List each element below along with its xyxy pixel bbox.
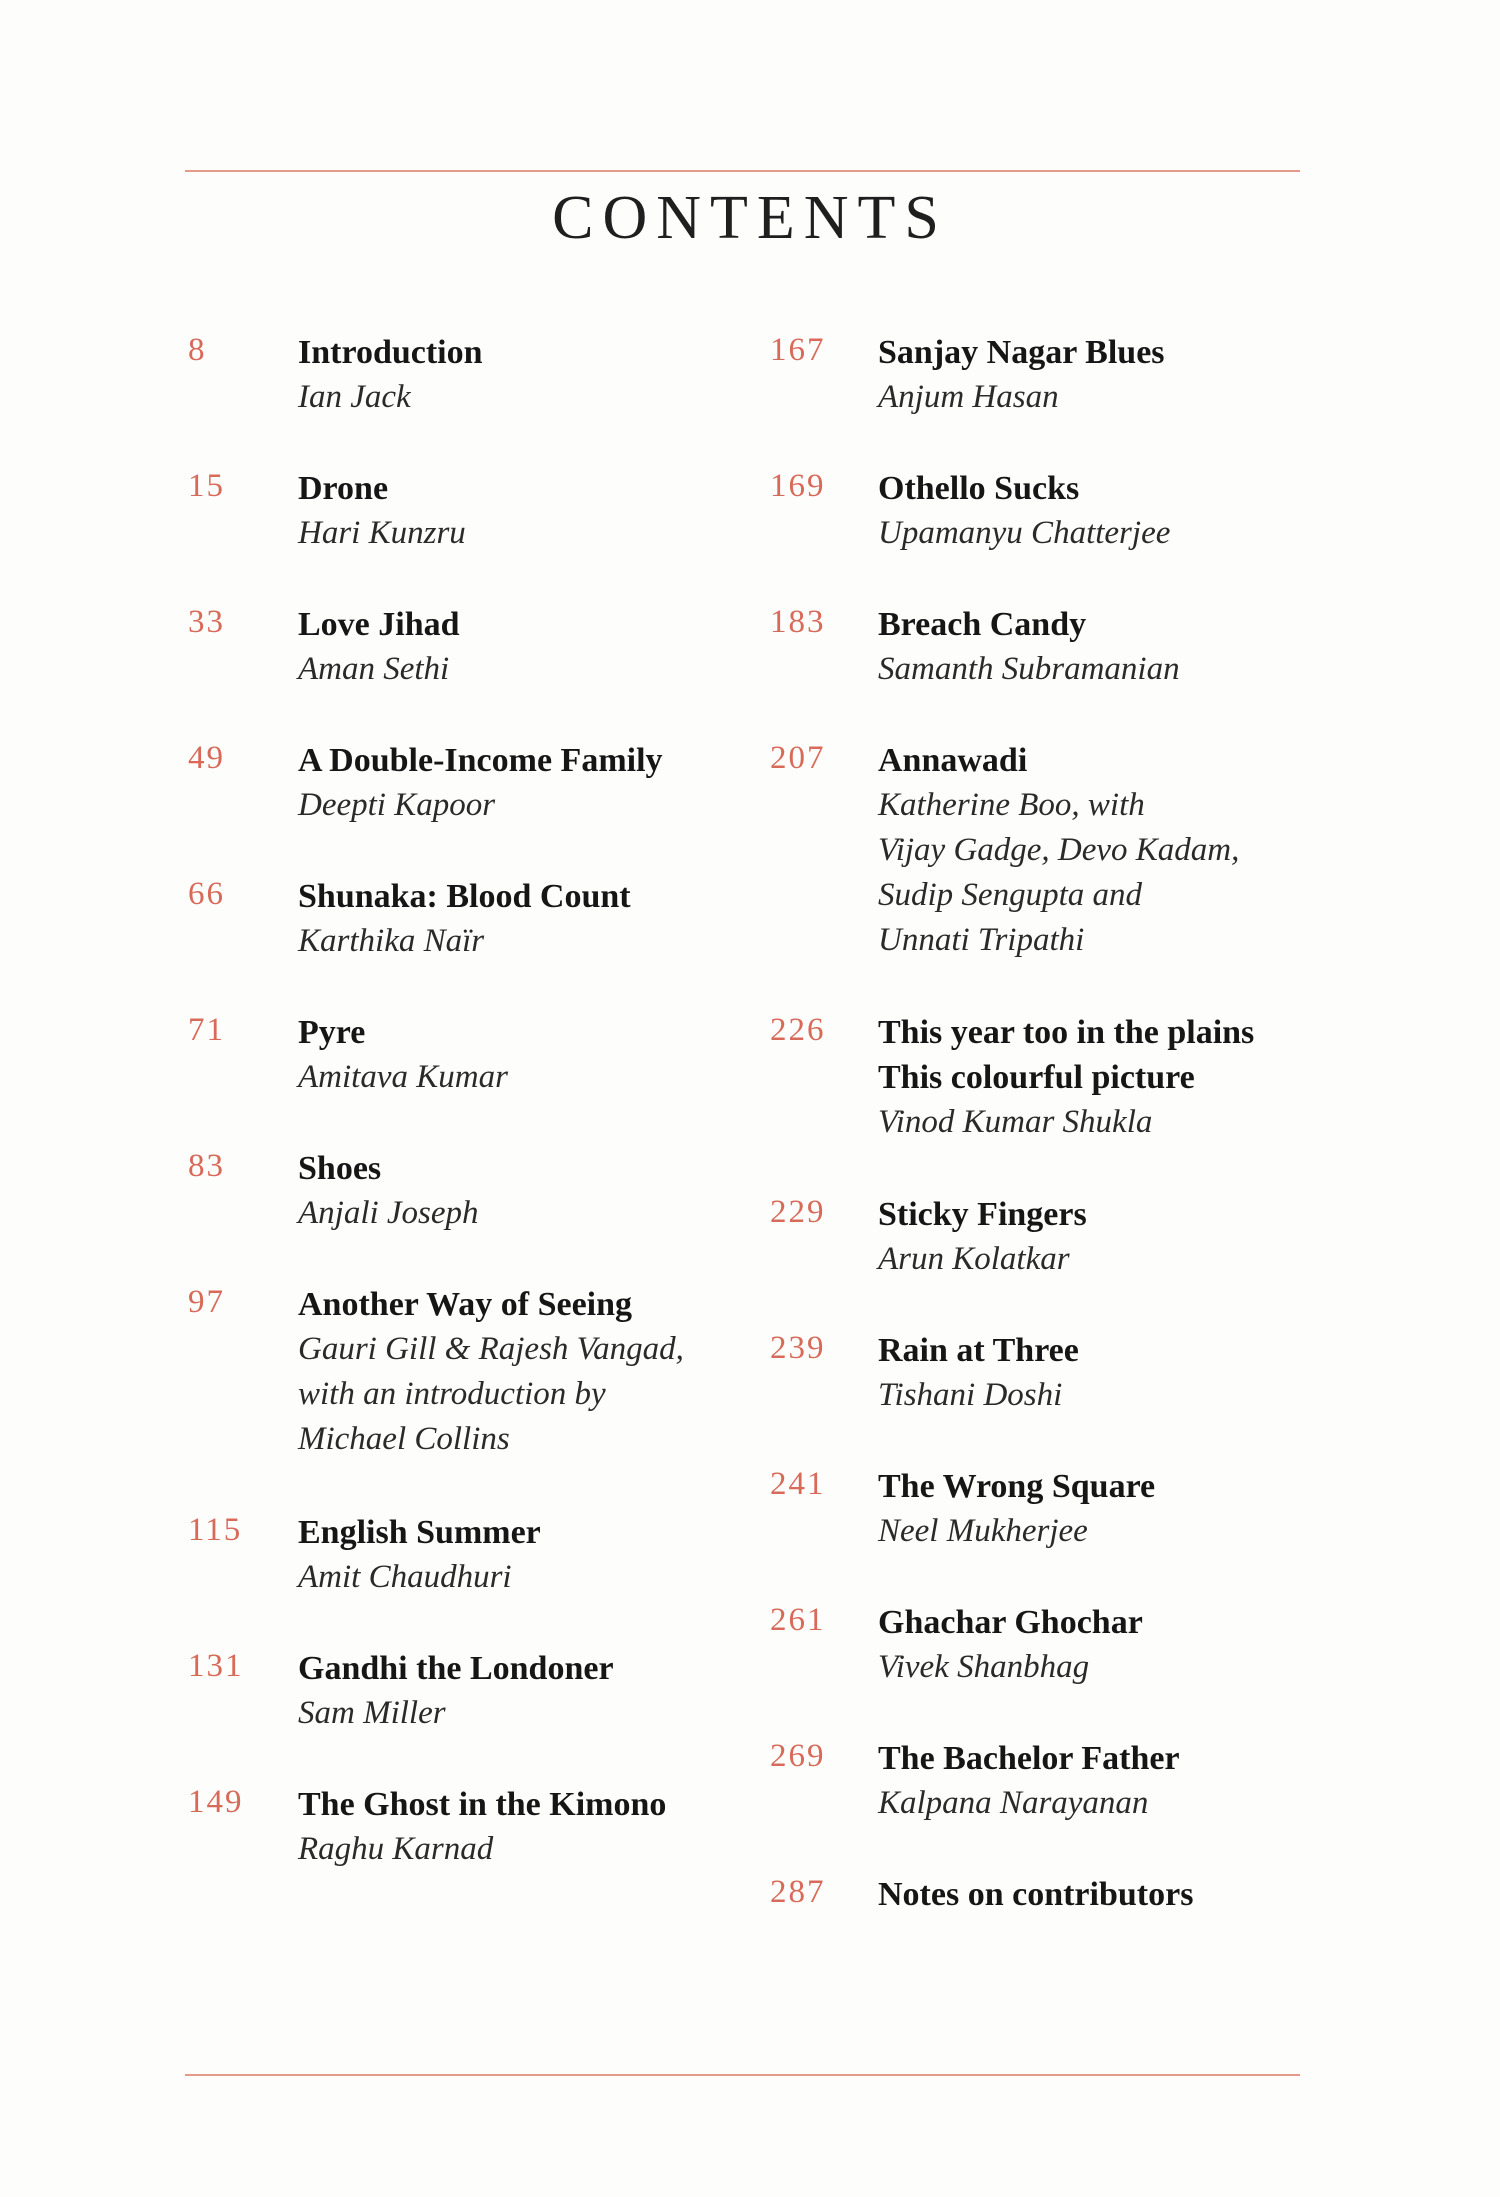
entry-author: Unnati Tripathi [878,922,1085,958]
entry-title: The Wrong Square [878,1468,1156,1505]
page-number: 8 [188,332,207,368]
entry-author: Neel Mukherjee [878,1513,1088,1549]
page-number: 169 [770,468,826,504]
page-number: 71 [188,1012,225,1048]
page-number: 207 [770,740,826,776]
entry-title: English Summer [298,1514,541,1551]
entry-text [298,602,460,692]
entry-author: Deepti Kapoor [298,787,496,823]
entry-title: Drone [298,470,389,507]
top-rule [185,170,1300,172]
entry-author: Ian Jack [298,379,411,415]
page-number: 167 [770,332,826,368]
entry-title: Sticky Fingers [878,1196,1087,1233]
page-number: 269 [770,1738,826,1774]
entry-text [298,1646,614,1736]
bottom-rule [185,2074,1300,2076]
page-number: 261 [770,1602,826,1638]
page-number: 15 [188,468,225,504]
entry-title: Breach Candy [878,606,1087,643]
entry-title-line-2: This colourful picture [878,1059,1195,1096]
page-number: 66 [188,876,225,912]
entry-text [298,1510,541,1600]
entry-text [878,466,1170,556]
entry-title: Pyre [298,1014,366,1051]
entry-text [298,1010,508,1100]
page-number: 83 [188,1148,225,1184]
entry-title: Ghachar Ghochar [878,1604,1143,1641]
entry-author: Amit Chaudhuri [298,1559,512,1595]
entry-author: with an introduction by [298,1376,606,1412]
entry-author: Vinod Kumar Shukla [878,1104,1153,1140]
entry-title: A Double-Income Family [298,742,663,779]
entry-text [878,1872,1193,1917]
entry-text [298,1782,666,1872]
entry-title: The Bachelor Father [878,1740,1180,1777]
entry-text [878,738,1239,963]
page-number: 239 [770,1330,826,1366]
entry-text [878,1192,1087,1282]
page-number: 287 [770,1874,826,1910]
page-number: 226 [770,1012,826,1048]
page-number: 183 [770,604,826,640]
entry-author: Anjum Hasan [878,379,1059,415]
entry-title: Shunaka: Blood Count [298,878,631,915]
entry-author: Gauri Gill & Rajesh Vangad, [298,1331,684,1367]
entry-author: Michael Collins [298,1421,510,1457]
entry-title: Sanjay Nagar Blues [878,334,1165,371]
entry-text [878,1010,1254,1145]
entry-title: The Ghost in the Kimono [298,1786,667,1823]
entry-author: Arun Kolatkar [878,1241,1070,1277]
entry-text [298,1146,479,1236]
entry-title: Rain at Three [878,1332,1079,1369]
entry-author: Anjali Joseph [298,1195,479,1231]
page-title: CONTENTS [552,184,948,252]
entry-title: Notes on contributors [878,1876,1194,1913]
entry-author: Vijay Gadge, Devo Kadam, [878,832,1240,868]
entry-text [878,602,1180,692]
page-number: 33 [188,604,225,640]
entry-title: Another Way of Seeing [298,1286,633,1323]
entry-title: This year too in the plains [878,1014,1255,1051]
entry-title: Gandhi the Londoner [298,1650,614,1687]
entry-author: Amitava Kumar [298,1059,508,1095]
entry-author: Sam Miller [298,1695,446,1731]
entry-title: Othello Sucks [878,470,1080,507]
entry-title: Love Jihad [298,606,460,643]
entry-text [878,1464,1155,1554]
page-number: 115 [188,1512,243,1548]
entry-title: Introduction [298,334,483,371]
page-number: 149 [188,1784,244,1820]
entry-author: Samanth Subramanian [878,651,1180,687]
entry-author: Katherine Boo, with [878,787,1145,823]
entry-text [298,1282,684,1462]
entry-text [298,466,466,556]
entry-author: Hari Kunzru [298,515,466,551]
entry-text [878,1600,1143,1690]
page-number: 241 [770,1466,826,1502]
entry-author: Upamanyu Chatterjee [878,515,1171,551]
entry-text [298,874,631,964]
entry-author: Kalpana Narayanan [878,1785,1149,1821]
page-number: 97 [188,1284,225,1320]
page-number: 229 [770,1194,826,1230]
entry-title: Shoes [298,1150,382,1187]
entry-author: Vivek Shanbhag [878,1649,1090,1685]
entry-text [298,738,663,828]
entry-author: Karthika Naïr [298,923,485,959]
entry-text [298,330,483,420]
entry-text [878,1736,1180,1826]
entry-author: Tishani Doshi [878,1377,1063,1413]
entry-author: Raghu Karnad [298,1831,494,1867]
entry-author: Aman Sethi [298,651,450,687]
entry-author: Sudip Sengupta and [878,877,1142,913]
entry-text [878,1328,1079,1418]
entry-title: Annawadi [878,742,1028,779]
entry-text [878,330,1165,420]
page-number: 131 [188,1648,244,1684]
page-number: 49 [188,740,225,776]
